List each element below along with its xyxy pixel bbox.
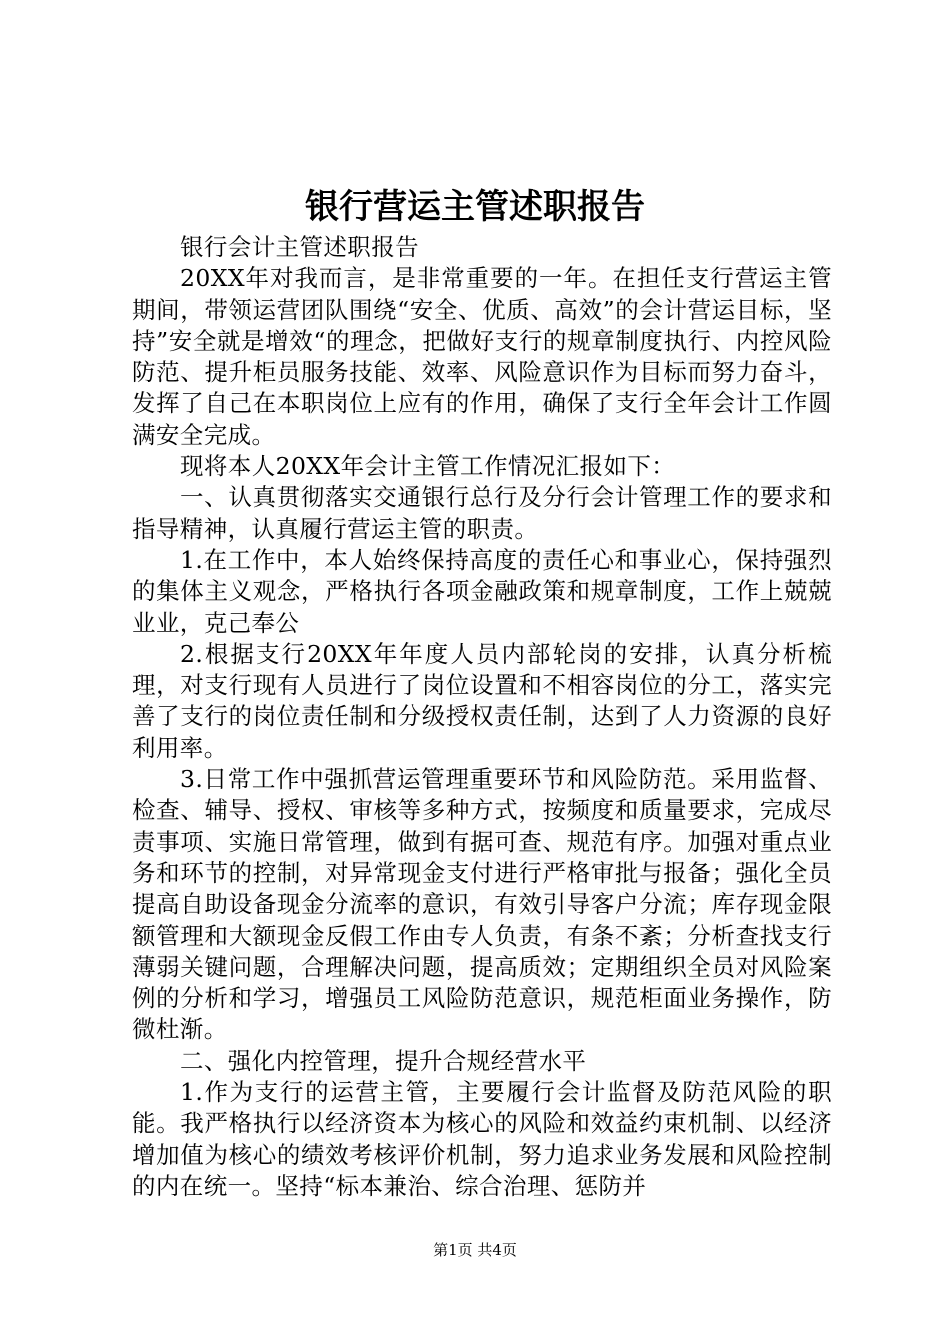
- paragraph-section-1-item-3: 3.日常工作中强抓营运管理重要环节和风险防范。采用监督、检查、辅导、授权、审核等多种方式，按频度和质量要求，完成尽责事项、实施日常管理，做到有据可查、规范有序。加强对重点业务和环节的控制，对异常现金支付进行严格审批与报备；强化全员提高自助设备现金分流率的意识，有效引导客户分流；库存现金限额管理和大额现金反假工作由专人负责，有条不紊；分析查找支行薄弱关键问题，合理解决问题，提高质效；定期组织全员对风险案例的分析和学习，增强员工风险防范意识，规范柜面业务操作，防微杜渐。: [132, 765, 832, 1044]
- paragraph-report-lead: 现将本人20XX年会计主管工作情况汇报如下：: [180, 452, 676, 481]
- paragraph-section-1-item-2: 2.根据支行20XX年年度人员内部轮岗的安排，认真分析梳理，对支行现有人员进行了岗位设置和不相容岗位的分工，落实完善了支行的岗位责任制和分级授权责任制，达到了人力资源的良好利用率。: [132, 639, 832, 762]
- document-title: 银行营运主管述职报告: [305, 187, 645, 227]
- paragraph-section-1-item-1: 1.在工作中，本人始终保持高度的责任心和事业心，保持强烈的集体主义观念，严格执行各项金融政策和规章制度，工作上兢兢业业，克己奉公: [132, 545, 832, 637]
- paragraph-section-1-heading: 一、认真贯彻落实交通银行总行及分行会计管理工作的要求和指导精神，认真履行营运主管的职责。: [132, 483, 832, 543]
- paragraph-section-2-heading: 二、强化内控管理，提升合规经营水平: [180, 1046, 587, 1075]
- document-body: [132, 232, 832, 1202]
- page-number-footer: 第1页 共4页: [433, 1241, 517, 1259]
- paragraph-intro: 20XX年对我而言，是非常重要的一年。在担任支行营运主管期间，带领运营团队围绕“安全、优质、高效”的会计营运目标，坚持”安全就是增效“的理念，把做好支行的规章制度执行、内控风险防范、提升柜员服务技能、效率、风险意识作为目标而努力奋斗，发挥了自己在本职岗位上应有的作用，确保了支行全年会计工作圆满安全完成。: [132, 264, 832, 449]
- paragraph-section-2-item-1: 1.作为支行的运营主管，主要履行会计监督及防范风险的职能。我严格执行以经济资本为核心的风险和效益约束机制、以经济增加值为核心的绩效考核评价机制，努力追求业务发展和风险控制的内在统一。坚持“标本兼治、综合治理、惩防并: [132, 1078, 832, 1200]
- paragraph-subtitle: 银行会计主管述职报告: [180, 233, 419, 261]
